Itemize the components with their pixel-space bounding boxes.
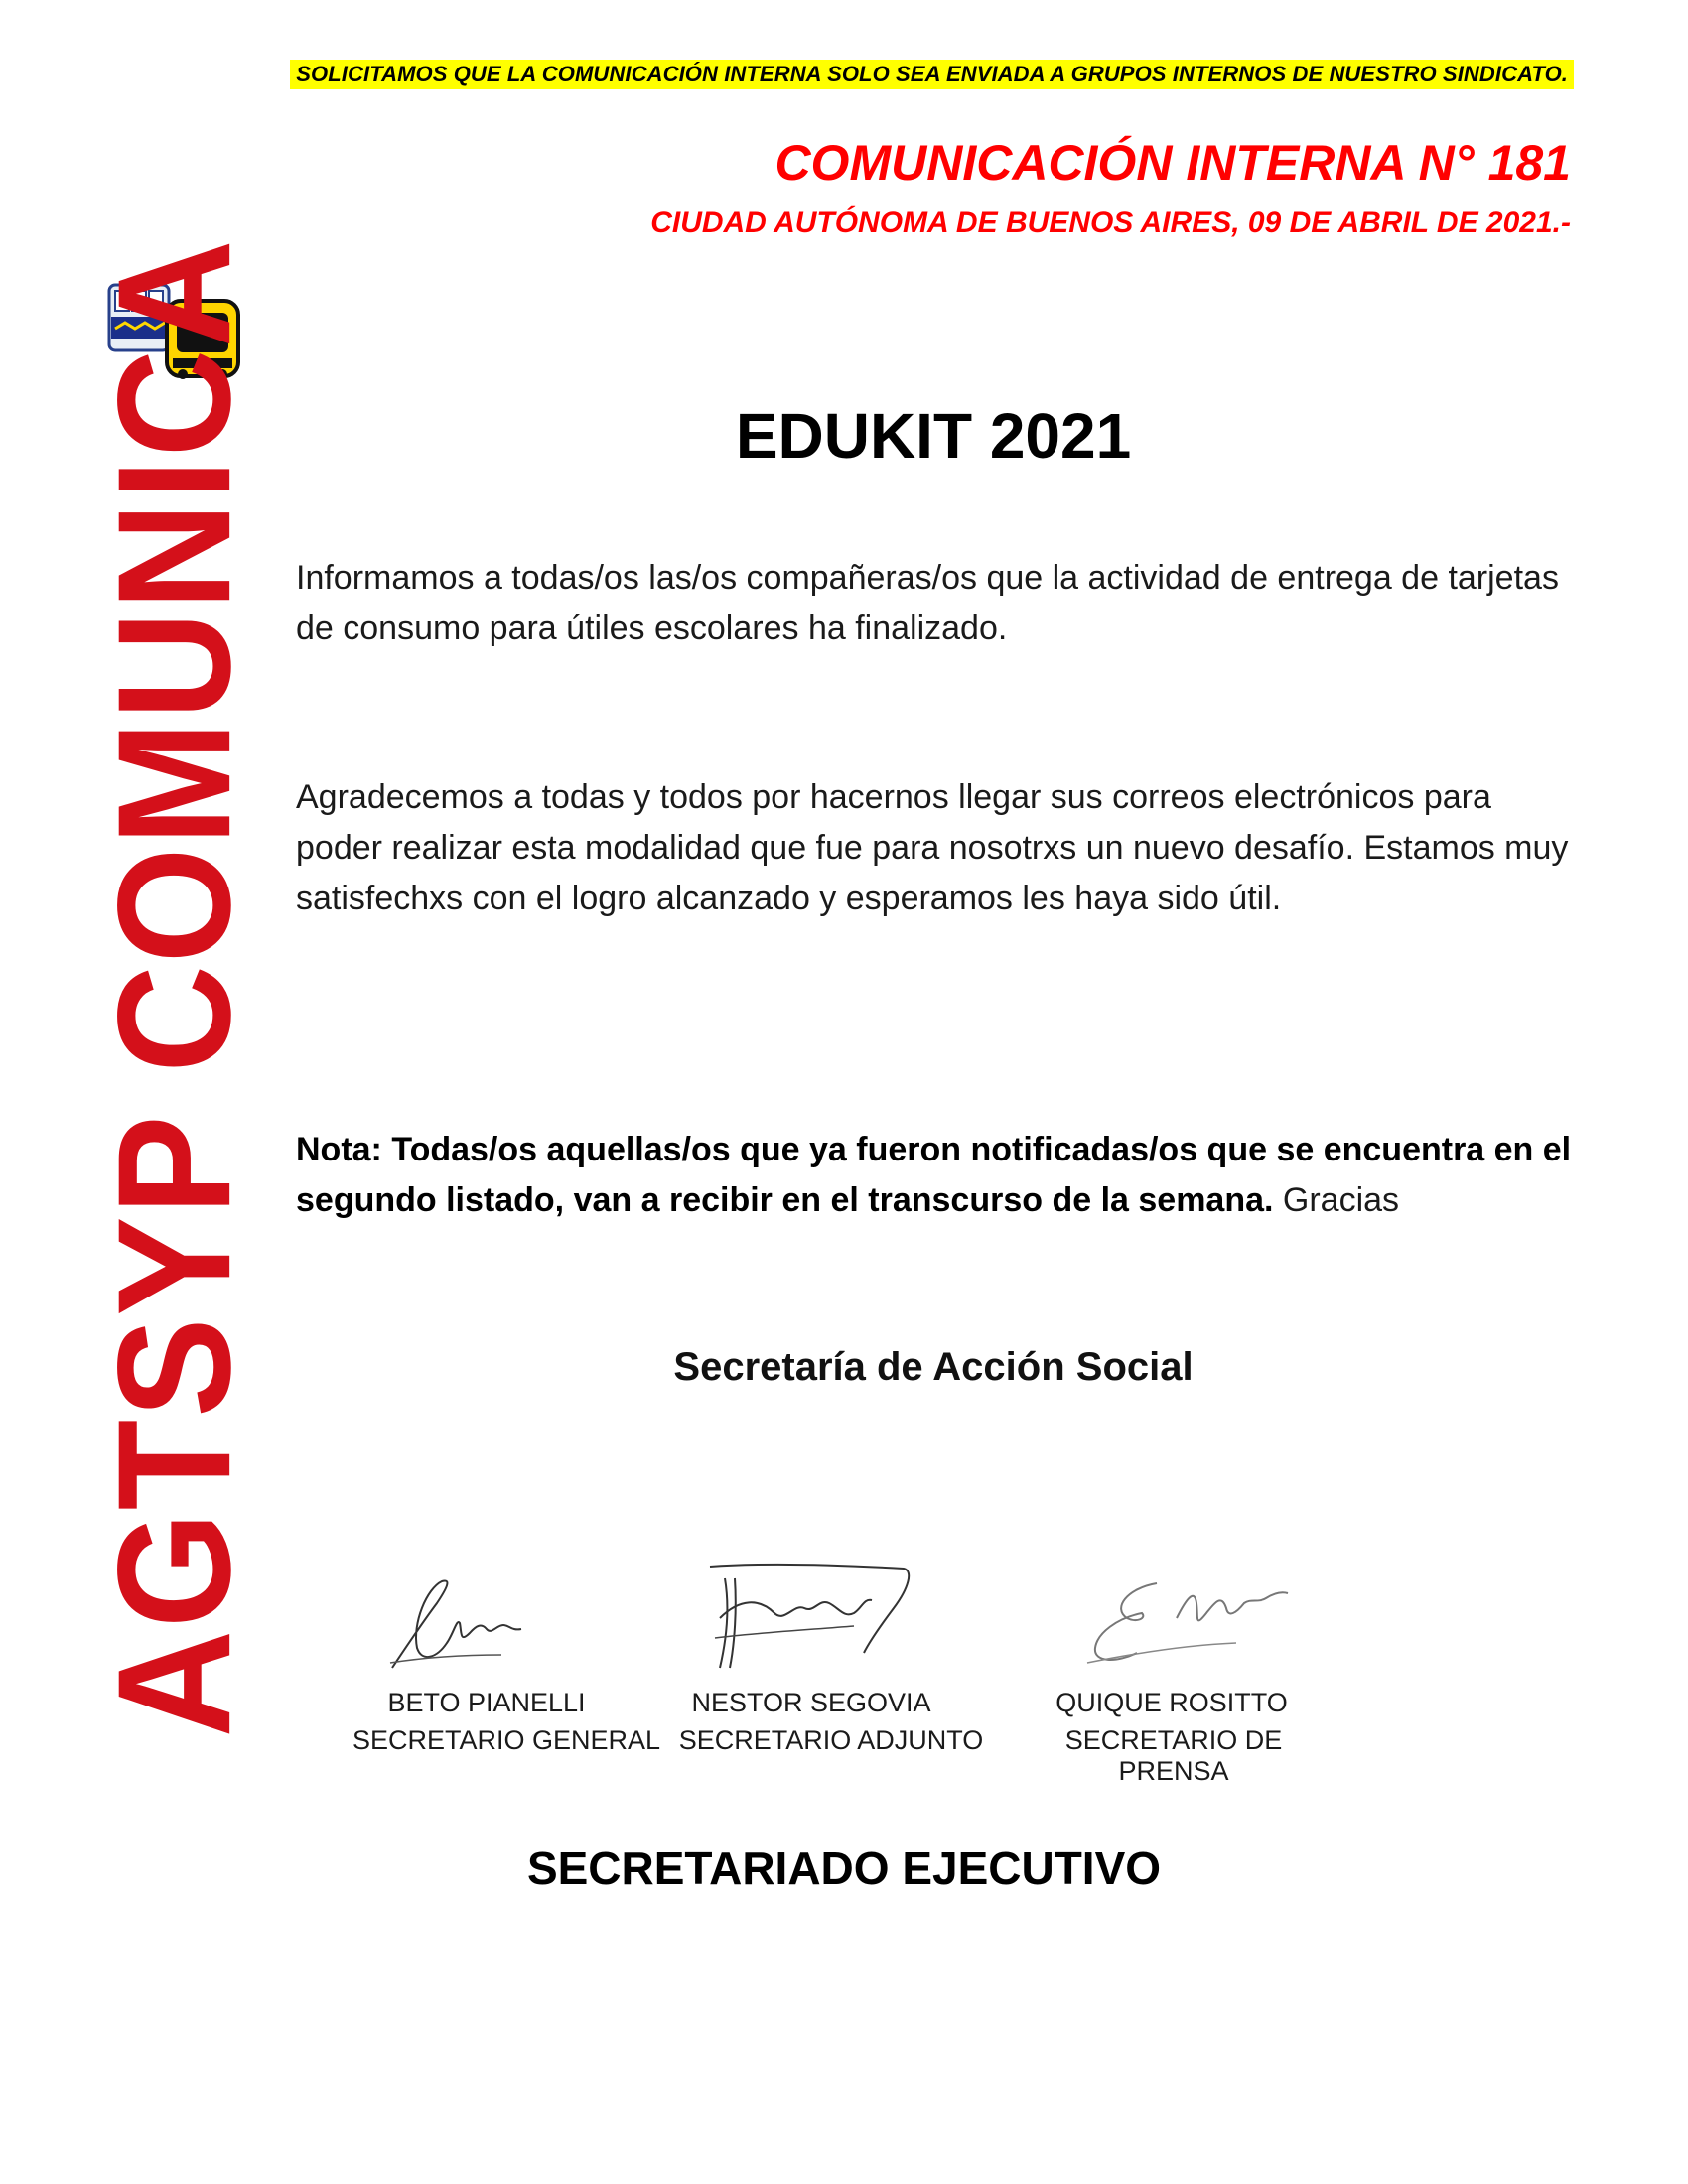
signatory-name: NESTOR SEGOVIA [691,1688,931,1717]
signatory-role: SECRETARIO ADJUNTO [678,1725,984,1755]
note-paragraph [296,1125,1587,1226]
signing-secretariat: Secretaría de Acción Social [673,1345,1194,1389]
signature-pianelli [382,1564,561,1683]
signatory-role: SECRETARIO GENERAL [352,1725,661,1755]
executive-secretariat-footer: SECRETARIADO EJECUTIVO [526,1843,1162,1894]
signatory-name: QUIQUE ROSITTO [1055,1688,1288,1717]
internal-notice-banner: SOLICITAMOS QUE LA COMUNICACIÓN INTERNA SOLO SEA ENVIADA A GRUPOS INTERNOS DE NUESTRO SINDICATO. [290,60,1574,89]
location-date: CIUDAD AUTÓNOMA DE BUENOS AIRES, 09 DE ABRIL DE 2021.- [650,206,1571,239]
paragraph-thanks: Agradecemos a todas y todos por hacernos llegar sus correos electrónicos para poder realizar esta modalidad que fue para nosotrxs un nuevo desafío. Estamos muy satisfechxs con el logro alcanzado y esperamos les haya sido útil. [296,778,1569,917]
note-bold-text: Nota: Todas/os aquellas/os que ya fueron notificadas/os que se encuentra en el segundo listado, van a recibir en el transcurso de la semana. [296,1131,1572,1219]
logo-wordmark: AGTSYP COMUNICA [83,237,264,1738]
signatory-name: BETO PIANELLI [387,1688,586,1717]
signature-segovia [705,1559,923,1678]
paragraph-completion: Informamos a todas/os las/os compañeras/os que la actividad de entrega de tarjetas de consumo para útiles escolares ha finalizado. [296,559,1559,647]
document-title: EDUKIT 2021 [735,400,1132,472]
agtsyp-comunica-logo [83,237,264,1738]
signatory-role: SECRETARIO DE PRENSA [1064,1725,1283,1786]
communication-title: COMUNICACIÓN INTERNA N° 181 [774,135,1571,191]
signature-rositto [1077,1564,1306,1683]
note-closing-text: Gracias [1273,1181,1400,1219]
